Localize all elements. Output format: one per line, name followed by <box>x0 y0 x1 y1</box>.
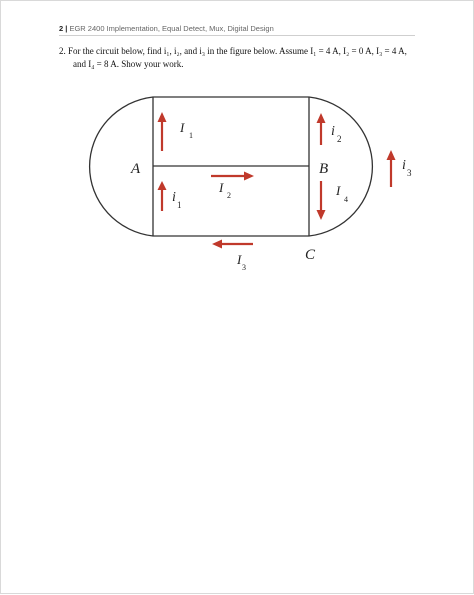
label-i1-sub: 1 <box>177 200 182 210</box>
label-I3-sub: 3 <box>242 263 246 272</box>
page-number: 2 <box>59 24 64 33</box>
problem-line-1: 2. For the circuit below, find i₁, i₂, and i₃ in the figure below. Assume I₁ = 4 A, I₂ = 0 A, I₃ = 4 A, <box>59 46 407 56</box>
node-label-b: B <box>319 161 329 177</box>
label-I2-sub: 2 <box>227 191 231 200</box>
header-separator: | <box>65 24 68 33</box>
label-i3-sub: 3 <box>407 168 412 178</box>
node-label-a: A <box>131 161 141 177</box>
label-I1-sub: 1 <box>189 131 193 140</box>
circuit-diagram <box>1 1 474 595</box>
node-label-c: C <box>305 247 316 263</box>
arrow-I2 <box>211 172 254 181</box>
label-I4-sub: 4 <box>344 195 348 204</box>
arrow-I4 <box>317 181 326 220</box>
arrow-i3 <box>387 150 396 187</box>
current-arrows <box>158 112 396 249</box>
label-i2-sub: 2 <box>337 134 342 144</box>
problem-line-2: and I₄ = 8 A. Show your work. <box>73 58 184 69</box>
current-labels <box>172 120 412 272</box>
label-i2: i <box>331 124 335 139</box>
arrow-i2 <box>317 113 326 145</box>
label-I4: I <box>336 183 341 198</box>
label-I1: I <box>180 120 185 135</box>
course-title: EGR 2400 Implementation, Equal Detect, Mux, Digital Design <box>69 24 274 33</box>
arrow-I3 <box>212 240 253 249</box>
label-I2: I <box>219 180 224 195</box>
label-I3: I <box>237 252 242 267</box>
label-i1: i <box>172 190 176 205</box>
label-i3: i <box>402 158 406 173</box>
arrow-i1 <box>158 181 167 211</box>
arrow-I1 <box>158 112 167 151</box>
